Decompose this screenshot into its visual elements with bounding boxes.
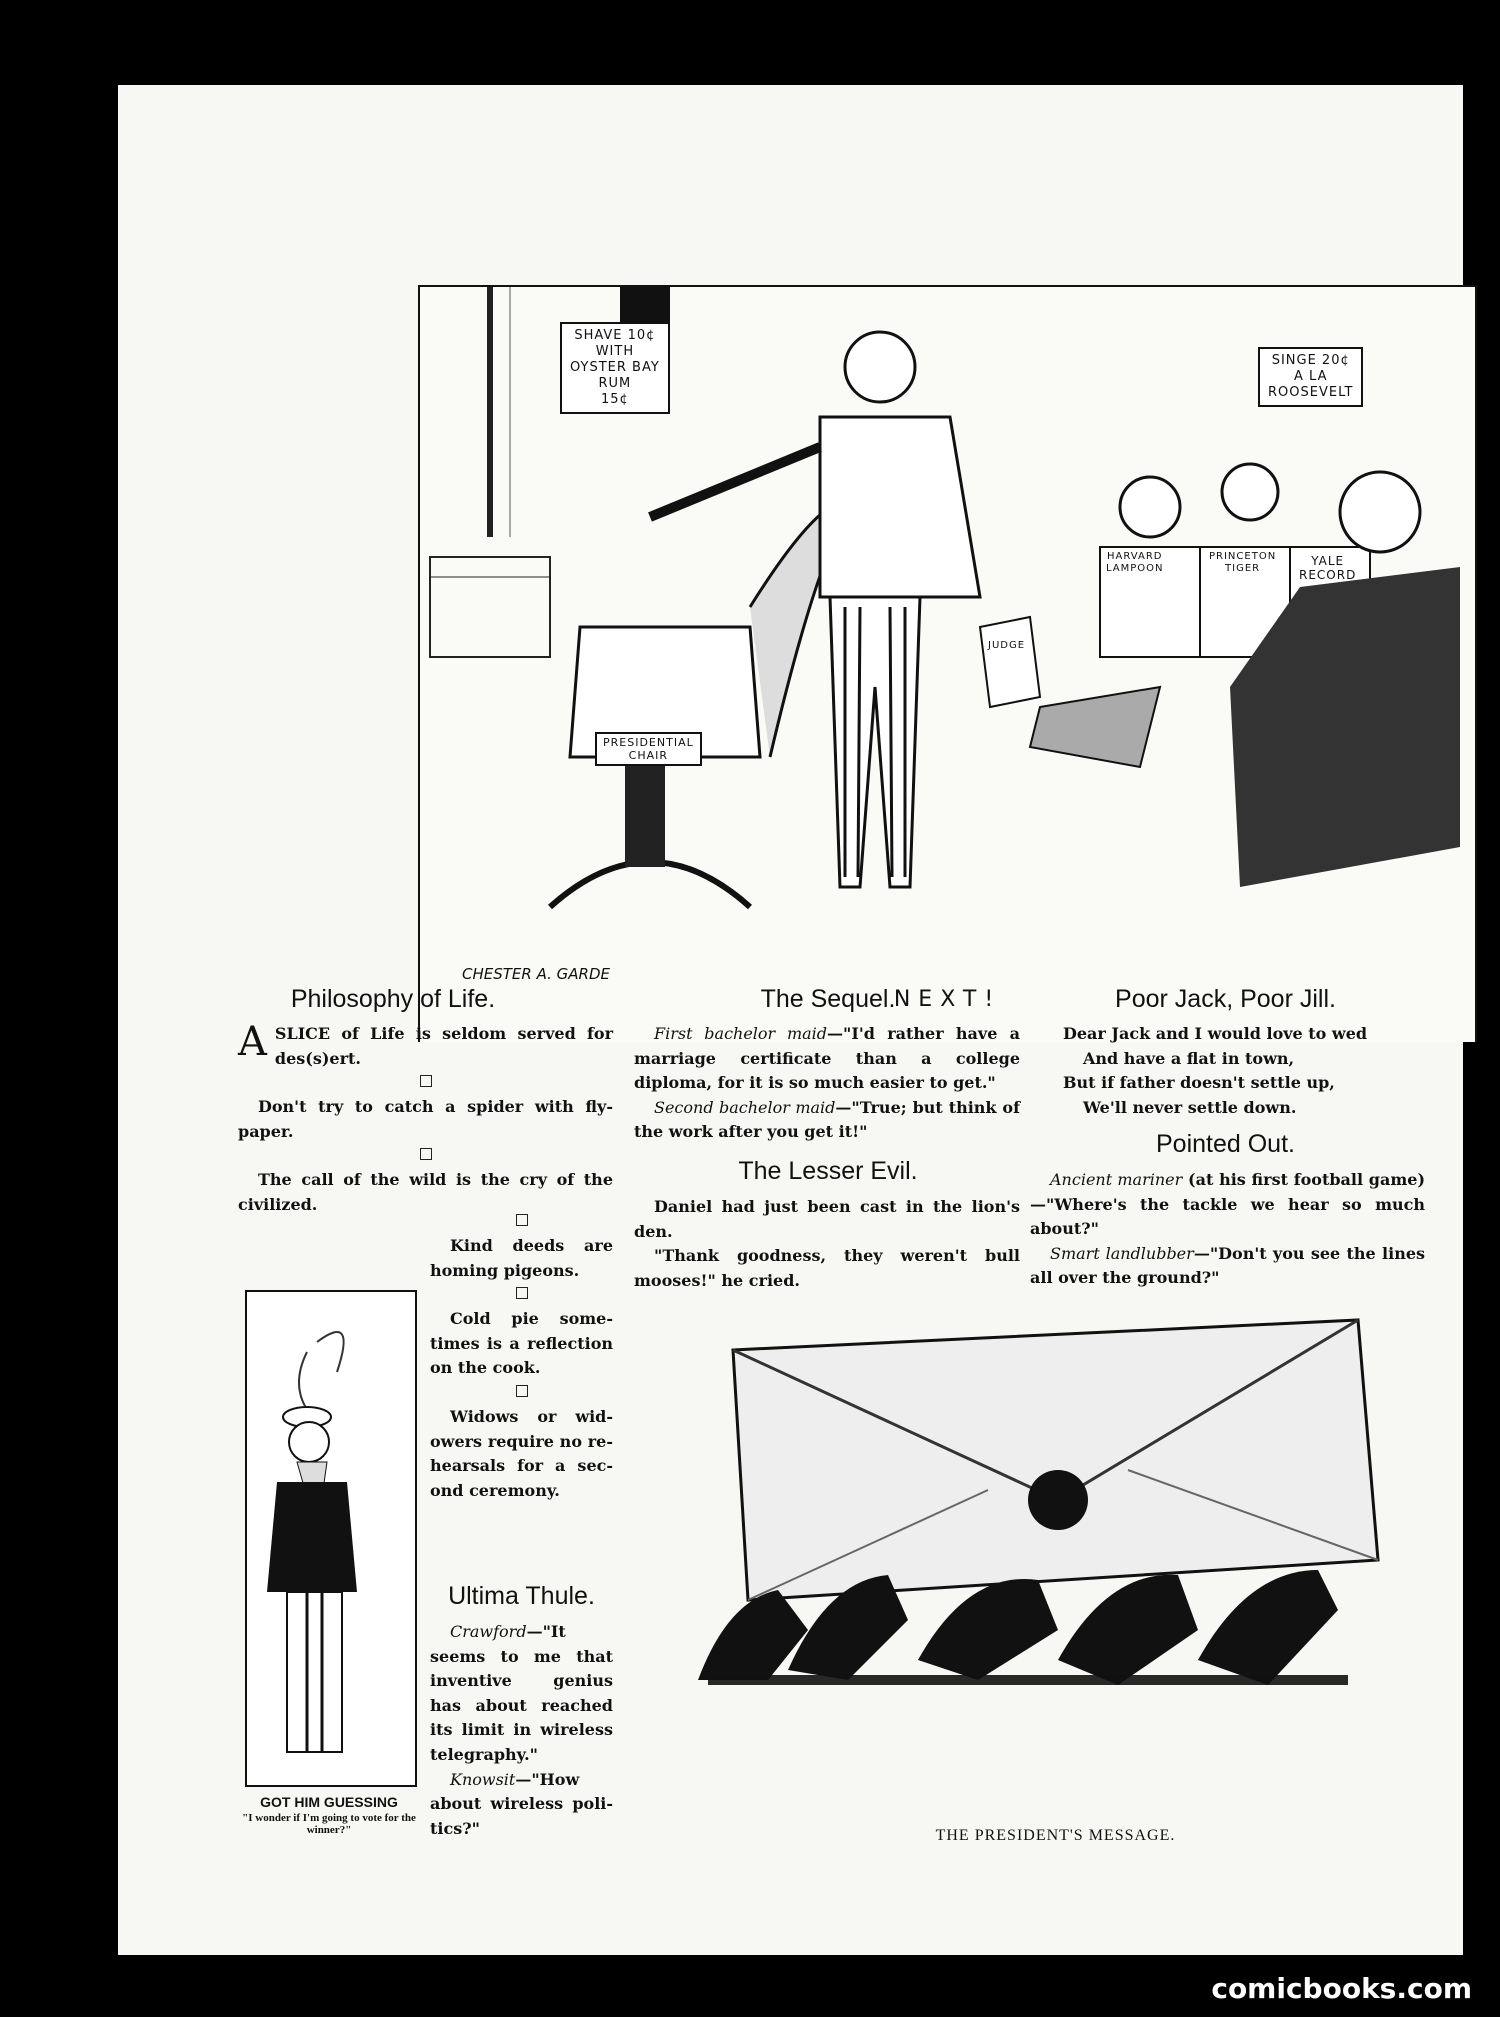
poor-jack-title: Poor Jack, Poor Jill. bbox=[1115, 985, 1336, 1013]
presidents-message-caption: THE PRESIDENT'S MESSAGE. bbox=[935, 1827, 1176, 1844]
princeton-tiger-paper: PRINCETON TIGER bbox=[1209, 551, 1277, 574]
cartoon-caption: NEXT! bbox=[893, 987, 1002, 1012]
magazine-page bbox=[118, 85, 1463, 1955]
yale-record-paper: YALE RECORD bbox=[1299, 554, 1357, 582]
judge-magazine: JUDGE bbox=[988, 640, 1026, 651]
pointed-out-text: Ancient mariner (at his first football game)—"Where's the tackle we hear so much about?" Smart landlubber—"Don't you see the lines all over the ground?" bbox=[1030, 1170, 1426, 1288]
divider-box bbox=[516, 1214, 528, 1226]
figure-subcaption: "I wonder if I'm going to vote for the winner?" bbox=[242, 1812, 416, 1836]
got-him-guessing-figure bbox=[245, 1290, 417, 1787]
philosophy-title: Philosophy of Life. bbox=[290, 985, 496, 1013]
ultima-thule-text: Crawford—"It seems to me that inventive genius has about reached its limit in wireless telegraphy." Knowsit—"How about wireless poli-tics?" bbox=[430, 1622, 613, 1838]
ultima-thule-title: Ultima Thule. bbox=[448, 1582, 595, 1610]
next-cartoon bbox=[418, 285, 1477, 1042]
presidents-message-illustration bbox=[678, 1300, 1433, 1780]
singe-price-sign: SINGE 20¢ A LA ROOSEVELT bbox=[1258, 347, 1363, 407]
sequel-text: First bachelor maid—"I'd rather have a marriage certificate than a college diploma, for it is so much easier to get." Second bachelor maid—"True; but think of the work after you get it!" bbox=[634, 1024, 1020, 1142]
divider-box bbox=[516, 1385, 528, 1397]
drop-cap: A bbox=[238, 1019, 267, 1065]
lesser-evil-title: The Lesser Evil. bbox=[738, 1157, 918, 1185]
poor-jack-poem: Dear Jack and I would love to wed And have a flat in town, But if father doesn't settle up, We'll never settle down. bbox=[1063, 1024, 1368, 1117]
sequel-title: The Sequel. bbox=[760, 985, 896, 1013]
artist-signature: CHESTER A. GARDE bbox=[462, 965, 610, 983]
pointed-out-title: Pointed Out. bbox=[1156, 1130, 1295, 1158]
philosophy-text: ASLICE of Life is seldom served for des(s)ert. Don't try to catch a spider with fly-paper. The call of the wild is the cry of the civilized. bbox=[238, 1019, 613, 1214]
figure-caption: GOT HIM GUESSING bbox=[260, 1794, 398, 1810]
shave-price-sign: SHAVE 10¢ WITH OYSTER BAY RUM 15¢ bbox=[560, 322, 670, 414]
harvard-lampoon-paper: HARVARD LAMPOON bbox=[1106, 551, 1164, 574]
divider-box bbox=[516, 1287, 528, 1299]
guessing-man-drawing bbox=[247, 1292, 415, 1785]
watermark: comicbooks.com bbox=[1211, 1972, 1472, 2005]
philosophy-text-narrow: Kind deeds are homing pigeons. Cold pie some-times is a reflection on the cook. Widows or wid-owers require no re-hearsals for a sec-ond ceremony. bbox=[430, 1210, 613, 1503]
presidential-chair-label: PRESIDENTIAL CHAIR bbox=[595, 732, 702, 766]
divider-box bbox=[420, 1148, 432, 1160]
divider-box bbox=[420, 1075, 432, 1087]
lesser-evil-text: Daniel had just been cast in the lion's den. "Thank goodness, they weren't bull mooses!" he cried. bbox=[634, 1197, 1020, 1290]
